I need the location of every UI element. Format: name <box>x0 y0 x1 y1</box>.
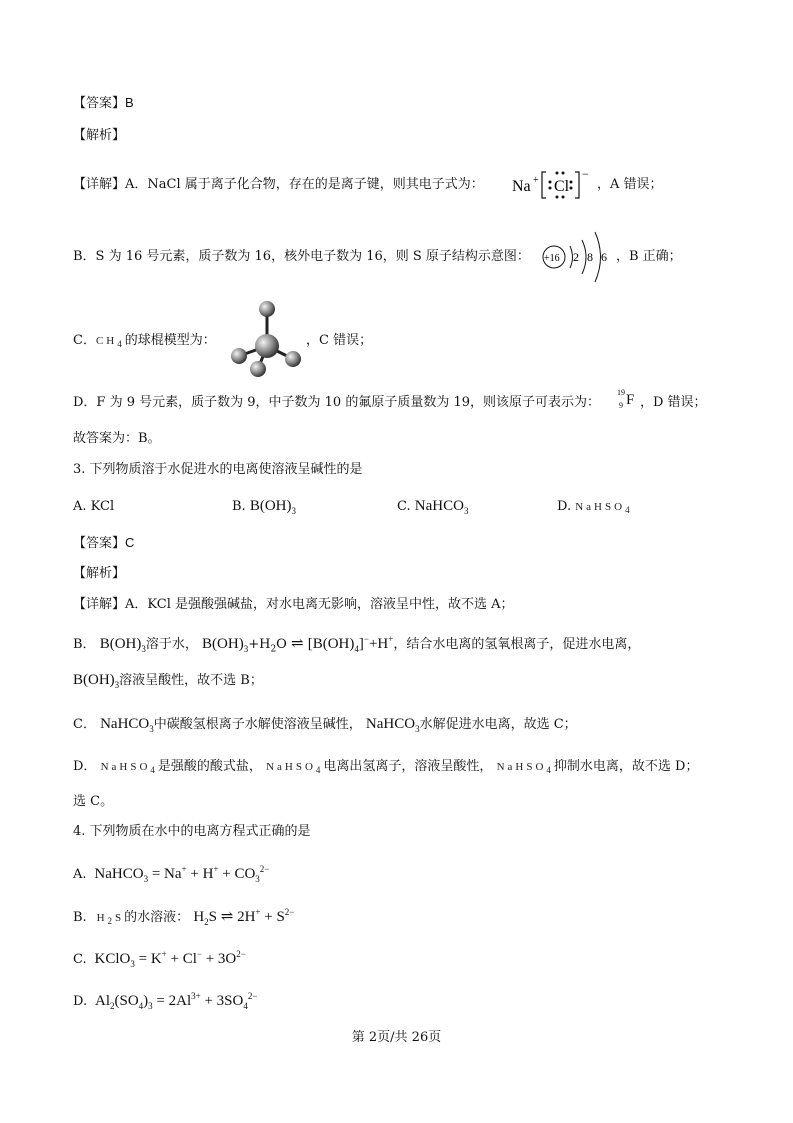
conclusion-1: 故答案为：B。 <box>73 431 161 446</box>
detail2-b-line: B． $B(OH)_3$溶于水， $B(OH)_3+H_2O$ ⇌ $[B(OH)_4]^-+H^+$，结合水电离的氢氧根离子，促进水电离， <box>73 634 641 655</box>
question-3-stem: 3. 下列物质溶于水促进水的电离使溶液呈碱性的是 <box>73 462 363 477</box>
answer-label: 【答案】 <box>73 536 126 551</box>
conclusion-2: 选 C。 <box>73 794 114 809</box>
boh3-formula: $B(OH)_3$ <box>73 672 120 690</box>
detail-c-pre: C． <box>73 333 96 348</box>
nahco3-formula: NaHCO$_3$ <box>414 498 469 516</box>
equation-a: NaHCO$_3$ = $Na^+ + H^+ + CO_3^{2-}$ <box>90 864 270 884</box>
nahco3-formula: NaHCO$_3$ <box>365 716 420 734</box>
detail2-a-line: 【详解】A．KCl 是强酸强碱盐，对水电离无影响，溶液呈中性，故不选 A； <box>73 597 514 612</box>
boh3-formula: $B(OH)_3$ <box>202 636 249 654</box>
boh3-formula: $B(OH)_3$ <box>99 636 146 654</box>
h2s-formula: $H_2S$ <box>90 912 125 927</box>
nahso4-formula: NaHSO$_4$ <box>266 761 324 776</box>
detail2-b2-line: $B(OH)_3$溶液呈酸性，故不选 B； <box>73 672 263 690</box>
equilibrium-arrow: ⇌ <box>290 636 304 652</box>
analysis-label-2: 【解析】 <box>73 566 126 581</box>
q4-option-c: C. KClO$_3$ = $K^+ + Cl^- + 3O^{2-}$ <box>73 949 246 969</box>
detail-c-line <box>73 331 216 354</box>
detail-b-line: B．S 为 16 号元素，质子数为 16，核外电子数为 16，则 S 原子结构示意图： <box>73 249 530 264</box>
q3-option-c: C. NaHCO$_3$ <box>397 498 469 516</box>
detail2-d-line: D． NaHSO$_4$是强酸的酸式盐， NaHSO$_4$电离出氢离子，溶液呈酸性， NaHSO$_4$抑制水电离，故不选 D； <box>73 759 699 776</box>
svg-text:Cl: Cl <box>554 178 570 195</box>
q4-option-d: D. $Al_2(SO_4)_3 = 2Al^{3+} + 3SO_4^{2-}$ <box>73 991 258 1011</box>
svg-text:+: + <box>533 175 539 186</box>
detail-b-tail: ，B 正确； <box>616 249 682 264</box>
detail-c-mid: 的球棍模型为： <box>124 333 216 348</box>
s-atom-structure-diagram <box>540 226 620 288</box>
equation-b: $H_2S$ ⇌ $2H^+ + S^{2-}$ <box>193 907 295 927</box>
detail-d-tail: ，D 错误； <box>640 395 707 410</box>
detail-a-tail: ，A 错误； <box>597 177 663 192</box>
detail-a-text: A．NaCl 属于离子化合物，存在的是离子键，则其电子式为： <box>125 177 484 192</box>
svg-text:−: − <box>582 168 589 181</box>
svg-text:+16: +16 <box>544 253 560 264</box>
nacl-electron-formula <box>512 168 596 202</box>
q4-option-b: B. $H_2S$的水溶液： $H_2S$ ⇌ $2H^+ + S^{2-}$ <box>73 907 295 927</box>
detail2-c-line: C． NaHCO$_3$中碳酸氢根离子水解使溶液呈碱性， NaHCO$_3$水解促进水电离，故选 C； <box>73 716 577 734</box>
ch4-model-svg <box>226 296 308 378</box>
page-number-footer: 第 2页/共 26页 <box>351 1030 442 1045</box>
nahso4-formula: NaHSO$_4$ <box>100 761 158 776</box>
ch4-formula: $CH_4$ <box>95 335 125 350</box>
ch4-ball-stick-model <box>226 296 308 378</box>
detail-label: 【详解】 <box>73 177 126 192</box>
equation-c: KClO$_3$ = $K^+ + Cl^- + 3O^{2-}$ <box>90 949 246 969</box>
nahso4-formula: NaHSO$_4$ <box>575 501 633 516</box>
svg-text:Na: Na <box>512 178 531 195</box>
answer-value: C <box>125 535 135 550</box>
analysis-label-1: 【解析】 <box>73 128 126 143</box>
svg-text:8: 8 <box>587 250 593 264</box>
q3-option-d: D. NaHSO$_4$ <box>557 499 633 516</box>
nacl-electron-dot-svg <box>512 168 596 202</box>
q3-option-b: B. $B(OH)_3$ <box>232 498 296 516</box>
q3-option-a: A. KCl <box>73 499 115 514</box>
detail-d-line: D．F 为 9 号元素，质子数为 9，中子数为 10 的氟原子质量数为 19，则该原子可表示为： <box>73 395 600 410</box>
svg-text:2: 2 <box>573 250 579 264</box>
answer-line-2 <box>73 533 134 554</box>
answer-value: B <box>125 95 134 110</box>
answer-line-1 <box>73 93 134 114</box>
answer-label: 【答案】 <box>73 96 126 111</box>
svg-text:6: 6 <box>601 250 607 264</box>
detail-c-tail: ，C 错误； <box>306 333 373 348</box>
equation-d: $Al_2(SO_4)_3 = 2Al^{3+} + 3SO_4^{2-}$ <box>91 991 258 1011</box>
q4-option-a: A. NaHCO$_3$ = $Na^+ + H^+ + CO_3^{2-}$ <box>73 864 270 884</box>
nahco3-formula: NaHCO$_3$ <box>100 716 154 734</box>
nahso4-formula: NaHSO$_4$ <box>496 761 554 776</box>
boh4-ion-formula: $[B(OH)_4]^-+H^+$ <box>307 634 394 654</box>
fluorine-isotope-notation: 19 9 F <box>617 388 635 410</box>
question-4-stem: 4. 下列物质在水中的电离方程式正确的是 <box>73 824 311 839</box>
boh3-formula: $B(OH)_3$ <box>249 498 296 516</box>
detail-a-line <box>73 175 484 195</box>
s-atom-svg <box>540 226 620 288</box>
